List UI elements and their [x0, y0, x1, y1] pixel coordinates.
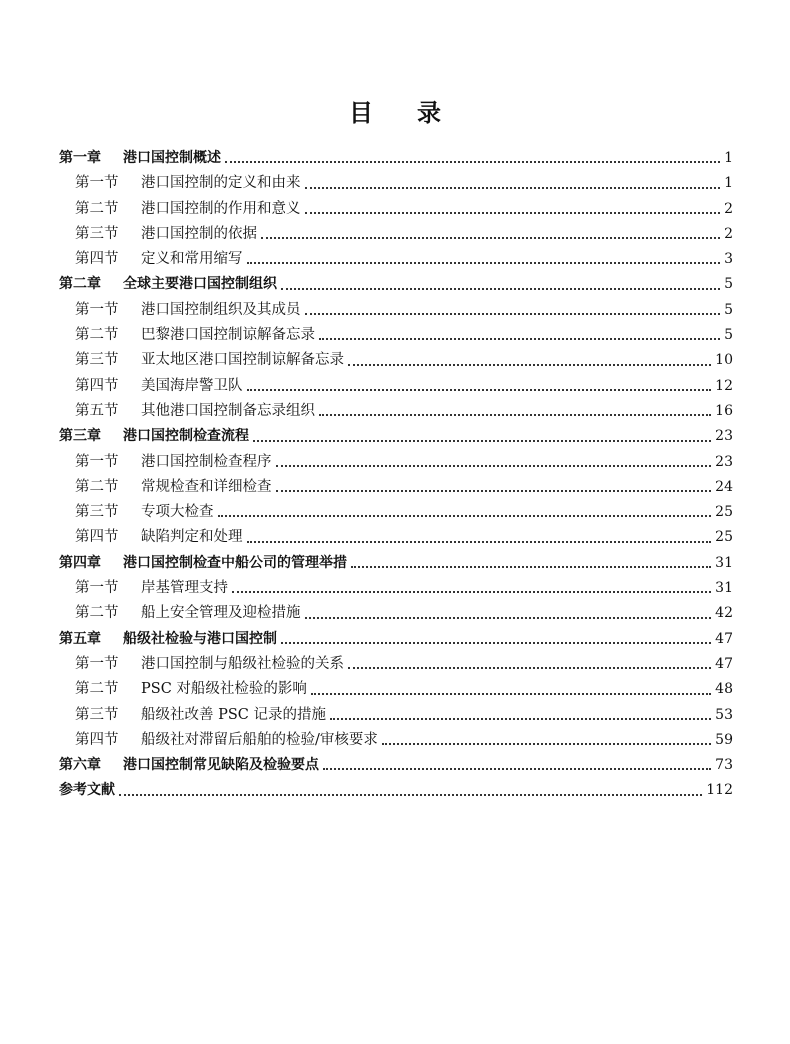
toc-entry-title: 港口国控制的依据	[141, 225, 257, 242]
toc-section-entry	[59, 652, 733, 677]
toc-entry-number: 第二节	[75, 327, 119, 344]
toc-entry-title: 美国海岸警卫队	[141, 377, 243, 394]
toc-entry-page-number: 31	[715, 580, 733, 597]
dot-leader	[276, 490, 712, 492]
dot-leader	[261, 237, 720, 239]
dot-leader	[119, 794, 702, 796]
toc-entry-number: 第四章	[59, 554, 101, 571]
dot-leader	[319, 338, 720, 340]
toc-entry-number: 第一节	[75, 580, 119, 597]
dot-leader	[247, 541, 712, 543]
toc-section-entry	[59, 171, 733, 196]
dot-leader	[305, 187, 721, 189]
toc-heading	[0, 93, 790, 128]
toc-entry-title: 港口国控制概述	[123, 150, 221, 166]
toc-entry-number: 第二节	[75, 605, 119, 622]
toc-heading-char-2: 录	[417, 99, 441, 127]
toc-heading-char-1: 目	[349, 99, 373, 127]
toc-entry-title: 港口国控制常见缺陷及检验要点	[123, 757, 319, 774]
toc-entry-page-number: 25	[715, 504, 733, 521]
toc-entry-number: 第二章	[59, 276, 101, 293]
dot-leader	[351, 566, 711, 568]
toc-entry-page-number: 23	[715, 453, 733, 470]
toc-section-entry	[59, 475, 733, 500]
toc-entry-page-number: 1	[724, 150, 733, 166]
dot-leader	[348, 364, 711, 366]
toc-section-entry	[59, 450, 733, 475]
toc-entry-page-number: 25	[715, 529, 733, 546]
dot-leader	[247, 262, 721, 264]
dot-leader	[305, 617, 712, 619]
dot-leader	[281, 288, 720, 290]
toc-entry-page-number: 112	[706, 782, 733, 799]
toc-entry-page-number: 47	[715, 655, 733, 672]
dot-leader	[348, 667, 711, 669]
toc-entry-number: 第一节	[75, 175, 119, 192]
toc-entry-page-number: 48	[715, 681, 733, 698]
toc-entry-title: 缺陷判定和处理	[141, 529, 243, 546]
toc-entry-page-number: 12	[715, 377, 733, 394]
toc-entry-number: 第二节	[75, 200, 119, 217]
toc-chapter-entry	[59, 424, 733, 449]
toc-entry-title: 岸基管理支持	[141, 580, 228, 597]
toc-entry-number: 第三节	[75, 706, 119, 723]
toc-entry-number: 第四节	[75, 731, 119, 748]
toc-section-entry	[59, 601, 733, 626]
dot-leader	[253, 440, 711, 442]
toc-entry-number: 第六章	[59, 757, 101, 774]
toc-entry-title: 船级社对滞留后船舶的检验/审核要求	[141, 731, 378, 748]
toc-entry-number: 第一节	[75, 301, 119, 318]
toc-section-entry	[59, 197, 733, 222]
toc-entry-number: 第一节	[75, 655, 119, 672]
toc-entry-title: 港口国控制组织及其成员	[141, 301, 301, 318]
toc-entry-number: 第三节	[75, 225, 119, 242]
toc-entry-page-number: 24	[715, 478, 733, 495]
toc-section-entry	[59, 374, 733, 399]
toc-section-entry	[59, 525, 733, 550]
dot-leader	[319, 414, 711, 416]
toc-chapter-entry	[59, 272, 733, 297]
toc-entry-title: 定义和常用缩写	[141, 251, 243, 268]
toc-entry-title: 船级社检验与港口国控制	[123, 630, 277, 647]
toc-chapter-entry	[59, 778, 733, 803]
toc-entry-page-number: 23	[715, 428, 733, 445]
toc-entry-title: 专项大检查	[141, 504, 214, 521]
toc-entry-number: 第三节	[75, 352, 119, 369]
toc-entry-page-number: 3	[724, 251, 733, 268]
toc-chapter-entry	[59, 551, 733, 576]
toc-entry-number: 第一章	[59, 150, 101, 166]
toc-entry-page-number: 47	[715, 630, 733, 647]
toc-section-entry	[59, 399, 733, 424]
toc-entry-number: 第五章	[59, 630, 101, 647]
toc-entry-title: 船上安全管理及迎检措施	[141, 605, 301, 622]
toc-entry-page-number: 2	[724, 225, 733, 242]
dot-leader	[382, 743, 711, 745]
toc-entry-title: 参考文献	[59, 782, 115, 799]
toc-section-entry	[59, 576, 733, 601]
toc-entry-page-number: 5	[724, 276, 733, 293]
toc-entry-number: 第二节	[75, 478, 119, 495]
toc-section-entry	[59, 222, 733, 247]
toc-entry-title: 常规检查和详细检查	[141, 478, 272, 495]
toc-entry-page-number: 31	[715, 554, 733, 571]
toc-section-entry	[59, 323, 733, 348]
toc-entry-page-number: 1	[724, 175, 733, 192]
dot-leader	[225, 161, 720, 163]
toc-entry-title: 港口国控制检查程序	[141, 453, 272, 470]
toc-entry-page-number: 16	[715, 402, 733, 419]
toc-section-entry	[59, 500, 733, 525]
toc-entry-number: 第四节	[75, 377, 119, 394]
toc-entry-title: 亚太地区港口国控制谅解备忘录	[141, 352, 344, 369]
toc-entry-title: 港口国控制检查中船公司的管理举措	[123, 554, 347, 571]
dot-leader	[323, 768, 711, 770]
toc-entry-title: 港口国控制的作用和意义	[141, 200, 301, 217]
toc-entry-page-number: 5	[724, 301, 733, 318]
toc-section-entry	[59, 728, 733, 753]
toc-entry-title: 港口国控制与船级社检验的关系	[141, 655, 344, 672]
toc-section-entry	[59, 703, 733, 728]
toc-section-entry	[59, 298, 733, 323]
dot-leader	[330, 718, 711, 720]
toc-section-entry	[59, 247, 733, 272]
dot-leader	[305, 212, 721, 214]
toc-entry-page-number: 53	[715, 706, 733, 723]
toc-chapter-entry	[59, 753, 733, 778]
toc-entry-title: PSC 对船级社检验的影响	[141, 681, 307, 698]
toc-entry-page-number: 59	[715, 731, 733, 748]
dot-leader	[232, 591, 711, 593]
toc-entry-number: 第五节	[75, 402, 119, 419]
toc-entry-number: 第四节	[75, 529, 119, 546]
toc-entry-page-number: 73	[715, 757, 733, 774]
toc-entry-number: 第三节	[75, 504, 119, 521]
toc-entry-number: 第一节	[75, 453, 119, 470]
toc-chapter-entry	[59, 146, 733, 171]
toc-entry-title: 船级社改善 PSC 记录的措施	[141, 706, 327, 723]
toc-entry-page-number: 42	[715, 605, 733, 622]
dot-leader	[281, 642, 711, 644]
toc-section-entry	[59, 677, 733, 702]
dot-leader	[305, 313, 721, 315]
dot-leader	[276, 465, 712, 467]
dot-leader	[218, 515, 712, 517]
table-of-contents	[59, 146, 733, 804]
toc-entry-page-number: 5	[724, 327, 733, 344]
toc-entry-title: 巴黎港口国控制谅解备忘录	[141, 327, 315, 344]
toc-entry-title: 全球主要港口国控制组织	[123, 276, 277, 293]
dot-leader	[247, 389, 712, 391]
toc-entry-page-number: 2	[724, 200, 733, 217]
toc-section-entry	[59, 348, 733, 373]
toc-entry-title: 其他港口国控制备忘录组织	[141, 402, 315, 419]
toc-entry-number: 第四节	[75, 251, 119, 268]
toc-entry-number: 第二节	[75, 681, 119, 698]
toc-chapter-entry	[59, 627, 733, 652]
dot-leader	[311, 693, 711, 695]
toc-entry-number: 第三章	[59, 428, 101, 445]
toc-entry-page-number: 10	[715, 352, 733, 369]
toc-entry-title: 港口国控制检查流程	[123, 428, 249, 445]
toc-entry-title: 港口国控制的定义和由来	[141, 175, 301, 192]
